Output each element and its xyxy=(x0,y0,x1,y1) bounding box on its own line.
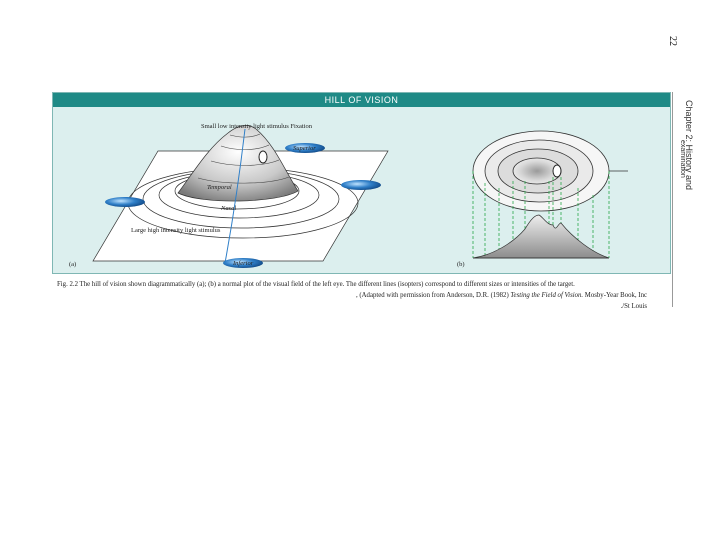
temporal-stimulus-marker xyxy=(341,180,381,190)
nasal-stimulus-marker xyxy=(105,197,145,207)
blind-spot-plot xyxy=(553,165,561,177)
running-head-chapter: Chapter 2: History and xyxy=(684,100,694,191)
hill-profile xyxy=(473,215,609,258)
label-superior: Superior xyxy=(293,145,316,152)
label-temporal: Temporal xyxy=(207,184,232,191)
label-panel-b: (b) xyxy=(457,261,465,268)
hill-of-vision-diagram xyxy=(53,93,670,273)
running-head-section: examination xyxy=(679,140,686,178)
page-number: 22 xyxy=(667,36,678,46)
side-rule xyxy=(672,92,673,307)
caption-line-2: , (Adapted with permission from Anderson, D.R. (1982) Testing the Field of Vision. Mosby-Year Book, Inc xyxy=(355,292,647,299)
label-panel-a: (a) xyxy=(69,261,77,268)
figure-title: HILL OF VISION xyxy=(53,93,670,107)
label-nasal: Nasal xyxy=(221,205,237,212)
blind-spot-marker xyxy=(259,151,267,163)
label-small-stimulus: Small low intensity light stimulus Fixation xyxy=(201,123,313,130)
label-inferior: Inferior xyxy=(233,260,254,267)
figure-caption xyxy=(57,279,647,312)
label-large-stimulus: Large high intensity light stimulus xyxy=(131,227,221,234)
caption-line-3: ./St Louis xyxy=(620,303,647,310)
caption-book-title: Testing the Field of Vision. xyxy=(510,292,584,299)
figure-panel xyxy=(52,92,671,274)
caption-line-1: Fig. 2.2 The hill of vision shown diagrammatically (a); (b) a normal plot of the visual field of the left eye. The different lines (isopters) correspond to different sizes or intensities of the target. xyxy=(57,281,575,288)
